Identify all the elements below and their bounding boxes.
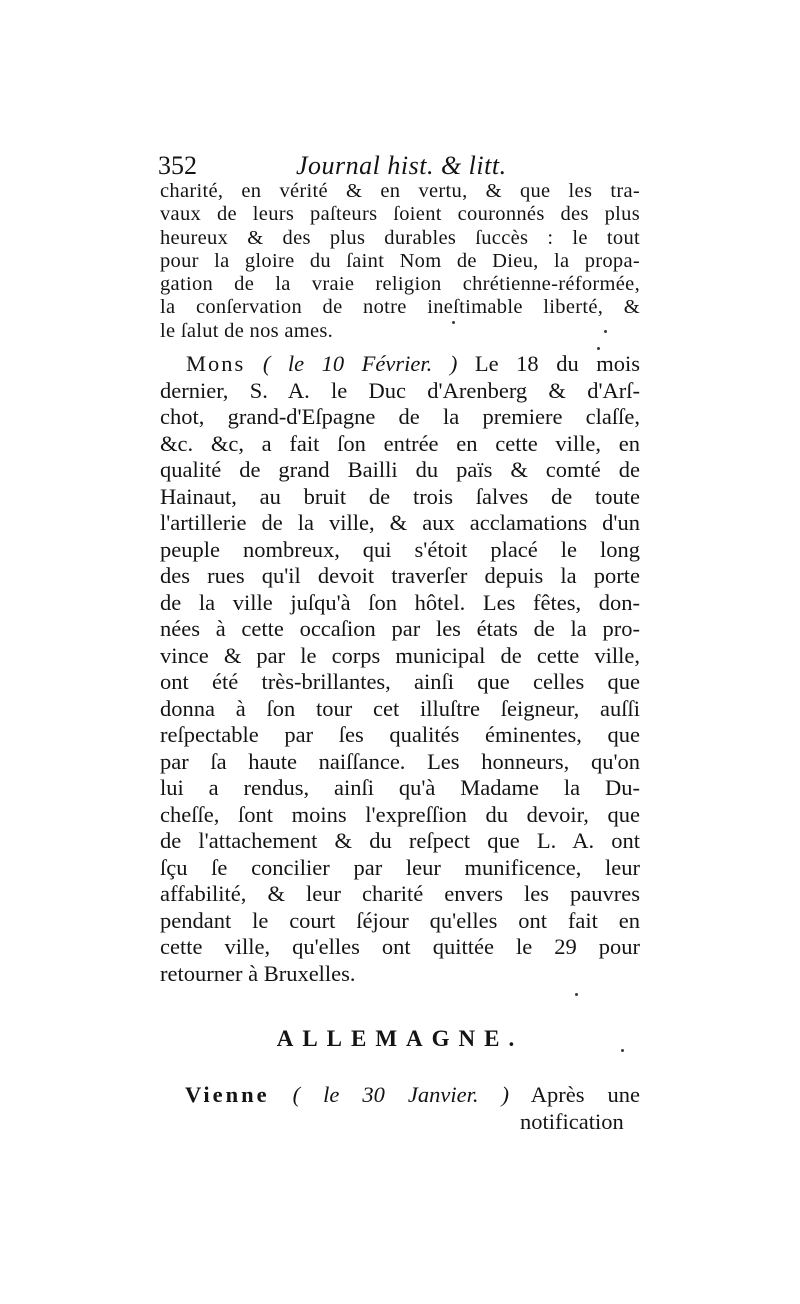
ink-speck [597, 347, 600, 350]
text-line: la conſervation de notre ineſtimable liberté, & [160, 296, 640, 319]
dateline-date: ( le 30 Janvier. ) [292, 1082, 509, 1107]
mons-news-paragraph [160, 351, 640, 987]
text-line: chot, grand-d'Eſpagne de la premiere claſſe, [160, 404, 640, 429]
text-line: vince & par le corps municipal de cette ville, [160, 642, 640, 668]
journal-title: Journal hist. & litt. [296, 151, 507, 180]
text-line: pendant le court ſéjour qu'elles ont fait en [160, 907, 640, 933]
text-line: lui a rendus, ainſi qu'à Madame la Du- [160, 775, 640, 800]
catchword: notification [520, 1109, 624, 1134]
ink-speck [575, 993, 578, 996]
text-line: l'artillerie de la ville, & aux acclamations d'un [160, 510, 640, 535]
vienne-news-paragraph [185, 1081, 640, 1108]
text-line: ont été très-brillantes, ainſi que celles que [160, 669, 640, 694]
text-line: qualité de grand Bailli du païs & comté de [160, 457, 640, 482]
ink-speck [452, 321, 455, 324]
text-line: cette ville, qu'elles ont quittée le 29 pour [160, 934, 640, 959]
text-line: Hainaut, au bruit de trois ſalves de toute [160, 483, 640, 509]
text-line: retourner à Bruxelles. [160, 960, 356, 986]
running-header [158, 150, 638, 182]
text-line: vaux de leurs paſteurs ſoient couronnés des plus [160, 203, 640, 226]
text-line: reſpectable par ſes qualités éminentes, que [160, 722, 640, 747]
text-line: nées à cette occaſion par les états de la pro- [160, 616, 640, 641]
text-fragment: Le 18 du mois [474, 351, 640, 376]
text-line: ſçu ſe concilier par leur munificence, leur [160, 854, 640, 880]
section-heading: ALLEMAGNE. [276, 1026, 524, 1051]
page-number: 352 [158, 151, 197, 180]
place-name: Mons [186, 351, 246, 376]
text-line: de la ville juſqu'à ſon hôtel. Les fêtes, don- [160, 589, 640, 615]
text-line: peuple nombreux, qui s'étoit placé le long [160, 536, 640, 562]
ink-speck [604, 330, 607, 333]
text-line: donna à ſon tour cet illuſtre ſeigneur, auſſi [160, 695, 640, 721]
text-line: par ſa haute naiſſance. Les honneurs, qu'on [160, 748, 640, 774]
dateline-date: ( le 10 Février. ) [262, 351, 458, 376]
text-line: des rues qu'il devoit traverſer depuis la porte [160, 563, 640, 588]
ink-speck [621, 1049, 624, 1052]
text-line: gation de la vraie religion chrétienne-réformée, [160, 273, 640, 296]
continued-paragraph [160, 180, 640, 343]
place-name: Vienne [185, 1082, 270, 1107]
text-line: affabilité, & leur charité envers les pauvres [160, 881, 640, 906]
text-line: heureux & des plus durables ſuccès : le tout [160, 226, 640, 249]
dateline [185, 1081, 640, 1108]
text-line: cheſſe, ſont moins l'expreſſion du devoir, que [160, 801, 640, 827]
text-line: pour la gloire du ſaint Nom de Dieu, la propa- [160, 249, 640, 272]
text-line: charité, en vérité & en vertu, & que les tra- [160, 180, 640, 202]
text-fragment: Après une [530, 1082, 640, 1107]
dateline [160, 351, 640, 378]
text-line: le ſalut de nos ames. [160, 319, 334, 342]
text-line: de l'attachement & du reſpect que L. A. ont [160, 828, 640, 853]
text-line: dernier, S. A. le Duc d'Arenberg & d'Arſ- [160, 377, 640, 403]
text-line: &c. &c, a fait ſon entrée en cette ville, en [160, 430, 640, 456]
